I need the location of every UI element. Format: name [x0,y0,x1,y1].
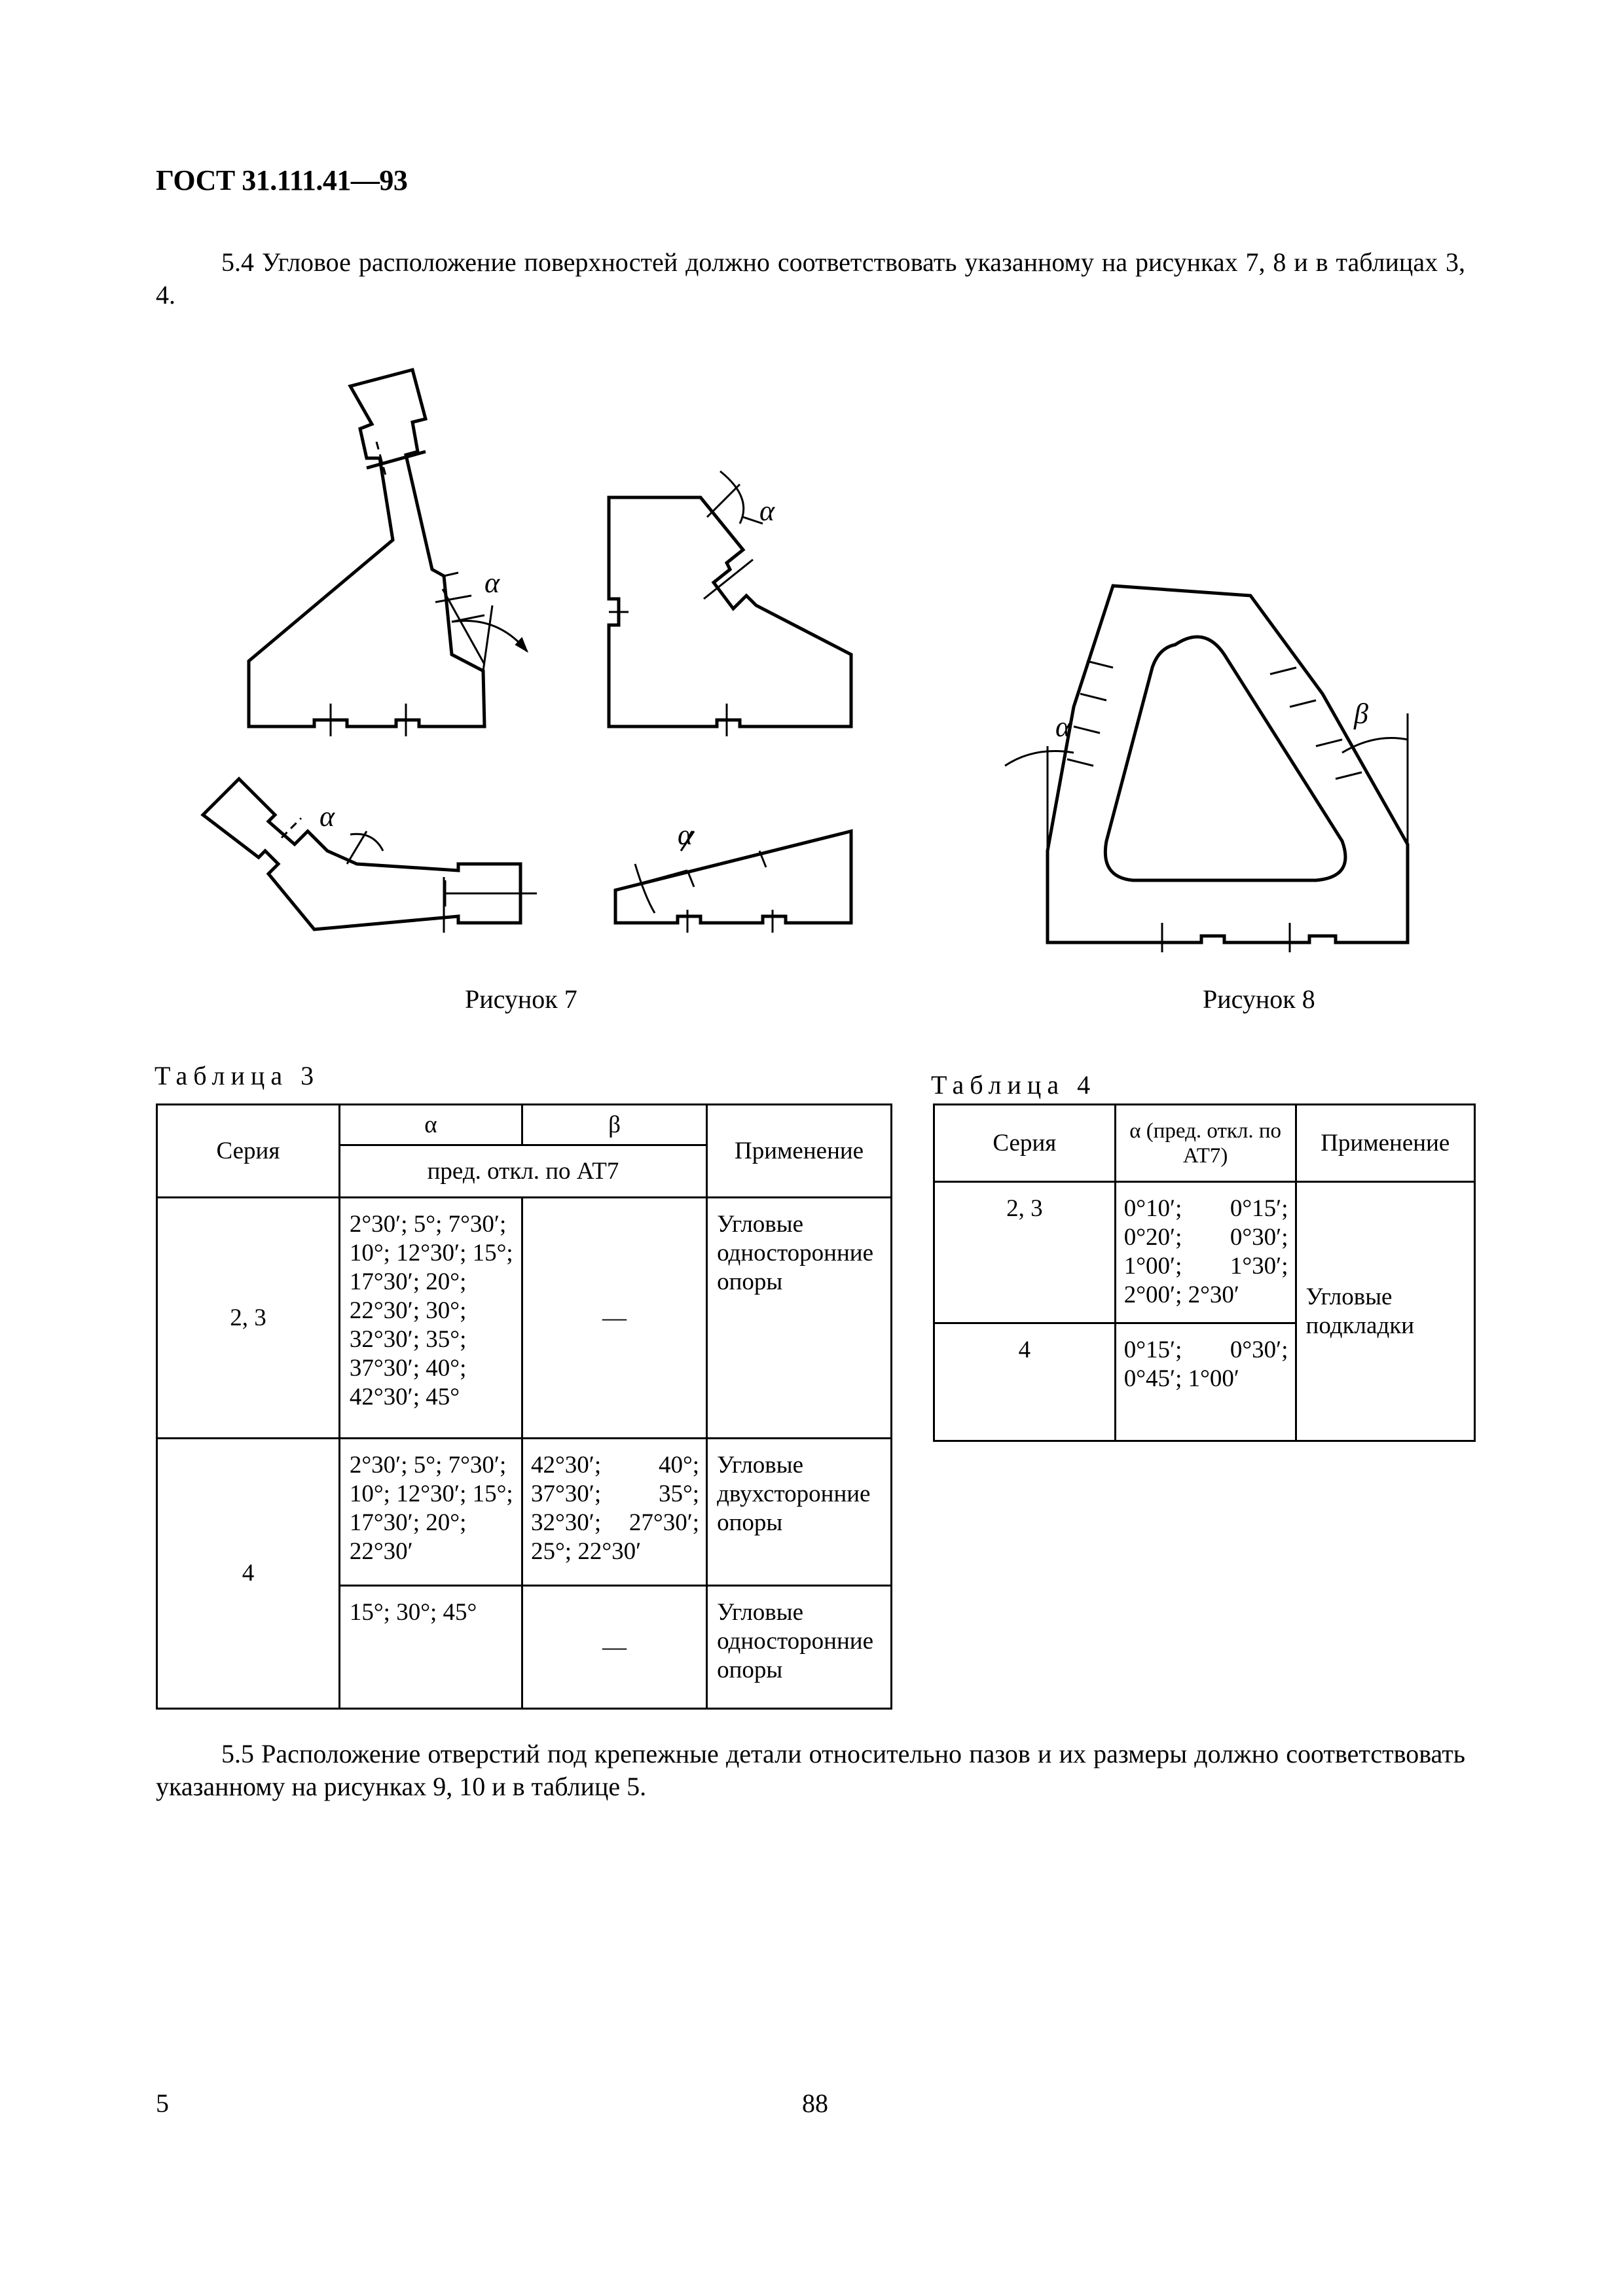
page-number-left: 5 [156,2089,169,2118]
t3-header-application: Применение [707,1105,892,1198]
t3-row2-beta: 42°30′; 40°; 37°30′; 35°; 32°30′; 27°30′; 25°; 22°30′ [531,1452,700,1565]
t3-header-beta: β [522,1105,707,1145]
t4-row2-alpha: 0°15′; 0°30′; 0°45′; 1°00′ [1123,1336,1288,1392]
figure-7-caption: Рисунок 7 [465,984,577,1014]
fig8-beta-label: β [1354,698,1368,730]
fig8-alpha-label: α [1055,711,1071,743]
t3-row3-application: Угловые односторонние опоры [717,1599,873,1683]
table-4 [933,1103,1476,1442]
page-number-center: 88 [802,2089,828,2118]
paragraph-5-4-text: 5.4 Угловое расположение поверхностей должно соответствовать указанному на рисунках 7, 8 и в таблицах 3, 4. [156,247,1465,310]
t4-row2-series: 4 [934,1323,1116,1441]
table-3-caption: Таблица 3 [155,1061,320,1090]
fig7-part-square [609,471,851,736]
t3-row2-application: Угловые двухсторонние опоры [717,1452,871,1536]
t3-row3-alpha: 15°; 30°; 45° [349,1599,477,1626]
table-3 [156,1103,892,1710]
t4-row1-alpha: 0°10′; 0°15′; 0°20′; 0°30′; 1°00′; 1°30′; 2°00′; 2°30′ [1123,1195,1288,1308]
figure-8-caption: Рисунок 8 [1203,984,1315,1014]
t4-header-series: Серия [934,1105,1116,1182]
t4-header-application: Применение [1296,1105,1474,1182]
fig7-part-wedge [615,831,851,933]
t3-row2-alpha: 2°30′; 5°; 7°30′; 10°; 12°30′; 15°; 17°30′; 20°; 22°30′ [349,1452,513,1565]
document-code: ГОСТ 31.111.41—93 [156,164,408,196]
t3-row1-application: Угловые односторонние опоры [717,1211,873,1295]
fig8-triangle [1005,586,1408,952]
table-4-caption: Таблица 4 [931,1070,1097,1100]
fig7-alpha-label-3: α [319,800,335,833]
t3-header-tolerance: пред. откл. по АТ7 [339,1145,706,1198]
fig7-alpha-label-4: α [678,819,693,851]
t3-row1-alpha: 2°30′; 5°; 7°30′; 10°; 12°30′; 15°; 17°30′; 20°; 22°30′; 30°; 32°30′; 35°; 37°30′; 40°; 42°30′; 45° [349,1211,513,1410]
t3-header-alpha: α [339,1105,522,1145]
t4-header-alpha: α (пред. откл. по АТ7) [1115,1105,1296,1182]
fig7-alpha-label-2: α [759,495,775,527]
t4-application: Угловые подкладки [1305,1283,1415,1339]
t3-row2-series: 4 [157,1439,340,1709]
t4-row1-series: 2, 3 [934,1182,1116,1323]
fig7-part-angled-bracket [203,779,537,933]
t3-row1-series: 2, 3 [157,1198,340,1439]
t3-row1-beta: — [522,1198,707,1439]
fig7-part-tall-bracket [249,370,527,736]
paragraph-5-5 [156,1738,1465,1803]
t3-header-series: Серия [157,1105,340,1198]
paragraph-5-5-text: 5.5 Расположение отверстий под крепежные детали относительно пазов и их размеры должно соответствовать указанному на рисунках 9, 10 и в таблице 5. [156,1739,1465,1801]
t3-row3-beta: — [522,1586,707,1709]
fig7-alpha-label-1: α [484,567,500,599]
